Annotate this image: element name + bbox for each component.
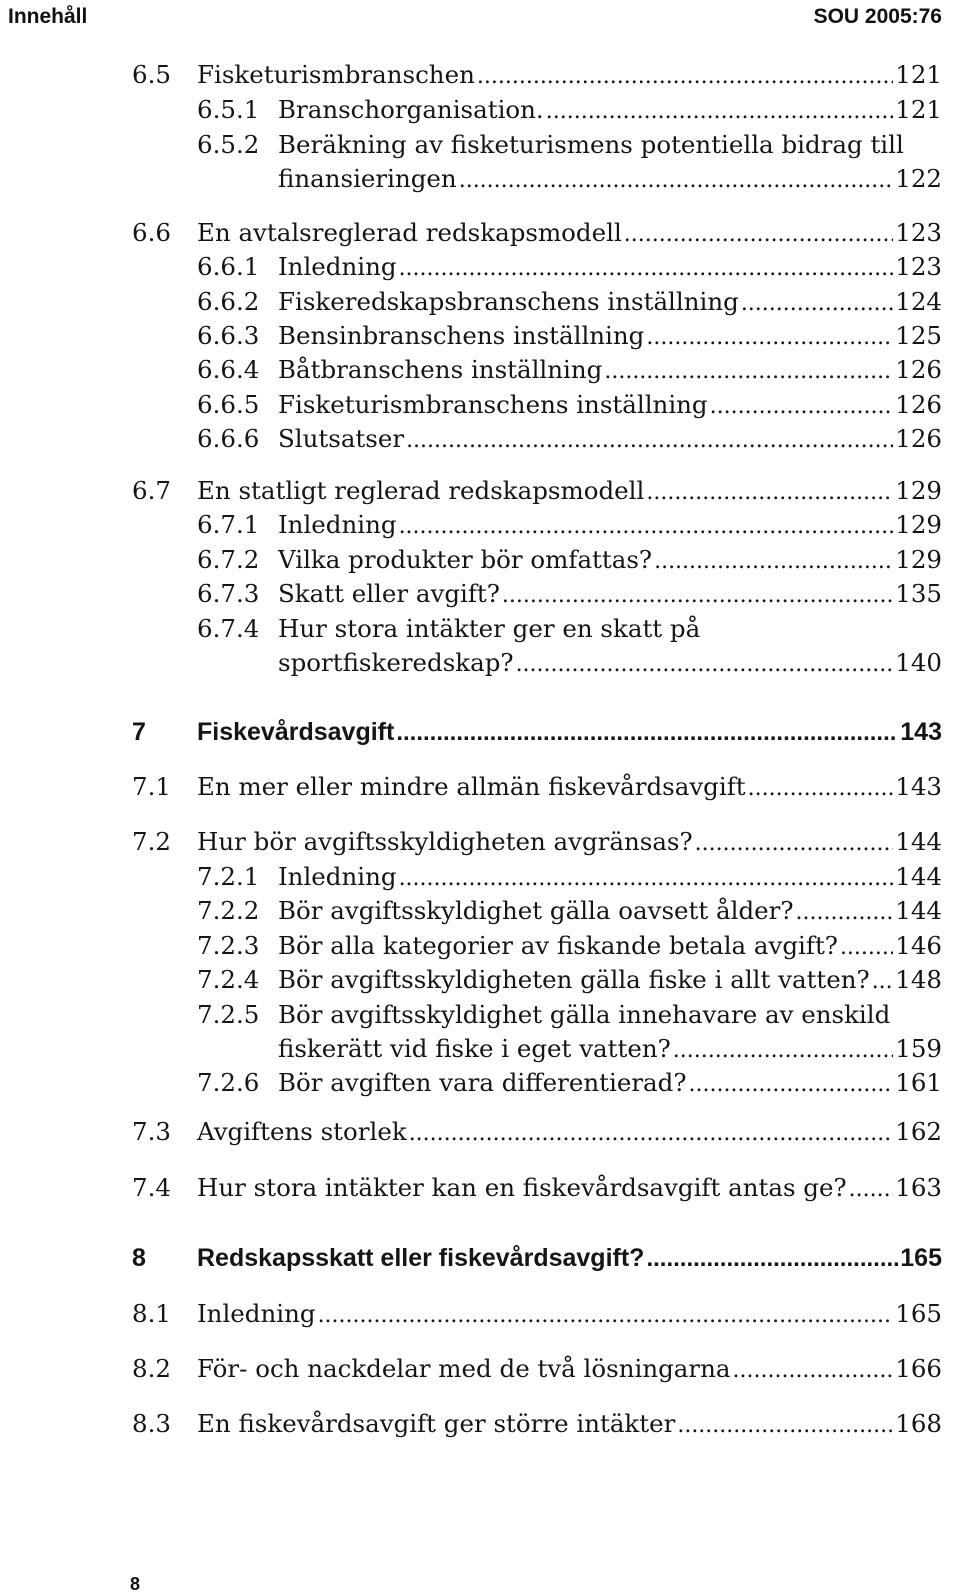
toc-entry-title: En avtalsreglerad redskapsmodell bbox=[197, 218, 622, 247]
toc-entry-page: 129 bbox=[895, 545, 942, 574]
toc-entry-page: 129 bbox=[895, 476, 942, 505]
toc-entry-title: Båtbranschens inställning bbox=[278, 355, 603, 384]
toc-entry-number: 7.2.1 bbox=[197, 862, 260, 891]
toc-entry-number: 6.7.4 bbox=[197, 614, 260, 643]
dot-leader bbox=[840, 931, 893, 965]
toc-entry-title: Avgiftens storlek bbox=[197, 1117, 407, 1146]
toc-entry[interactable] bbox=[0, 58, 960, 92]
toc-entry-line bbox=[278, 963, 942, 997]
toc-entry-number: 6.6.2 bbox=[197, 287, 260, 316]
toc-entry-title: Bensinbranschens inställning bbox=[278, 321, 645, 350]
toc-entry-number: 8.1 bbox=[132, 1299, 171, 1328]
toc-entry-title: Inledning bbox=[278, 252, 397, 281]
dot-leader bbox=[318, 1299, 894, 1333]
toc-entry[interactable] bbox=[0, 1352, 960, 1386]
running-header-report-id: SOU 2005:76 bbox=[813, 5, 942, 28]
toc-entry-title-continued: finansieringen bbox=[278, 164, 457, 193]
dot-leader bbox=[677, 1409, 893, 1443]
toc-entry-title: En mer eller mindre allmän fiskevårdsavgift bbox=[197, 772, 746, 801]
toc-entry-page: 168 bbox=[895, 1409, 942, 1438]
toc-entry[interactable] bbox=[0, 963, 960, 997]
toc-entry-page: 121 bbox=[895, 95, 942, 124]
toc-entry-number: 6.5.1 bbox=[197, 95, 260, 124]
toc-entry-number: 7.2.3 bbox=[197, 931, 260, 960]
toc-entry[interactable] bbox=[0, 508, 960, 542]
dot-leader bbox=[516, 648, 894, 682]
toc-entry[interactable] bbox=[0, 929, 960, 963]
toc-entry-title: Fisketurismbranschen bbox=[197, 60, 475, 89]
toc-entry[interactable] bbox=[0, 474, 960, 508]
toc-entry-number: 6.6.5 bbox=[197, 390, 260, 419]
dot-leader bbox=[689, 1068, 894, 1102]
dot-leader bbox=[673, 1034, 893, 1068]
toc-entry-continuation[interactable] bbox=[0, 162, 960, 196]
dot-leader bbox=[872, 965, 894, 999]
dot-leader bbox=[546, 95, 894, 129]
toc-entry-page: 123 bbox=[895, 252, 942, 281]
toc-entry[interactable] bbox=[0, 577, 960, 611]
dot-leader bbox=[399, 862, 894, 896]
toc-entry[interactable] bbox=[0, 285, 960, 319]
toc-entry-page: 166 bbox=[895, 1354, 942, 1383]
dot-leader bbox=[646, 1242, 898, 1276]
toc-entry-title: Fiskeredskapsbranschens inställning bbox=[278, 287, 739, 316]
toc-entry[interactable] bbox=[0, 422, 960, 456]
toc-entry[interactable] bbox=[0, 860, 960, 894]
toc-entry-line bbox=[197, 1115, 942, 1149]
toc-entry-number: 7.2.5 bbox=[197, 1000, 260, 1029]
toc-entry-page: 163 bbox=[895, 1173, 942, 1202]
toc-entry[interactable] bbox=[0, 319, 960, 353]
toc-entry-page: 143 bbox=[900, 718, 942, 746]
toc-entry-line bbox=[278, 422, 942, 456]
toc-entry-page: 143 bbox=[895, 772, 942, 801]
dot-leader bbox=[710, 390, 894, 424]
toc-entry-line bbox=[197, 216, 942, 250]
toc-entry-title: Beräkning av fisketurismens potentiella bidrag till bbox=[278, 130, 904, 159]
toc-entry-number: 8 bbox=[132, 1244, 146, 1272]
toc-entry-number: 7.3 bbox=[132, 1117, 171, 1146]
toc-entry-line bbox=[197, 1171, 942, 1205]
toc-entry-number: 7.2.4 bbox=[197, 965, 260, 994]
toc-entry-title: Inledning bbox=[197, 1299, 316, 1328]
toc-entry-title: Bör avgiftsskyldighet gälla innehavare av enskild bbox=[278, 1000, 891, 1029]
toc-entry-line bbox=[197, 715, 942, 749]
dot-leader bbox=[502, 579, 893, 613]
toc-entry-title: Bör avgiften vara differentierad? bbox=[278, 1068, 687, 1097]
dot-leader bbox=[396, 716, 898, 750]
toc-entry-line bbox=[278, 929, 942, 963]
toc-entry[interactable] bbox=[0, 128, 960, 162]
toc-entry-line bbox=[278, 353, 942, 387]
toc-entry-line bbox=[197, 1241, 942, 1275]
toc-entry-line bbox=[197, 1297, 942, 1331]
toc-entry-number: 7.1 bbox=[132, 772, 171, 801]
toc-entry-number: 6.7.3 bbox=[197, 579, 260, 608]
toc-entry-line bbox=[197, 825, 942, 859]
toc-entry-title-continued: sportfiskeredskap? bbox=[278, 648, 514, 677]
toc-entry-number: 6.7.2 bbox=[197, 545, 260, 574]
toc-entry-page: 122 bbox=[895, 164, 942, 193]
toc-entry[interactable] bbox=[0, 388, 960, 422]
toc-entry-line bbox=[278, 285, 942, 319]
toc-entry-title: Bör avgiftsskyldighet gälla oavsett ålder? bbox=[278, 896, 794, 925]
toc-entry-title: Fiskevårdsavgift bbox=[197, 718, 395, 746]
toc-entry-line bbox=[197, 1352, 942, 1386]
toc-entry-title: Vilka produkter bör omfattas? bbox=[278, 545, 653, 574]
toc-entry[interactable] bbox=[0, 216, 960, 250]
dot-leader bbox=[646, 321, 893, 355]
toc-entry-line bbox=[278, 1032, 942, 1066]
toc-entry-line bbox=[278, 860, 942, 894]
toc-entry-page: 125 bbox=[895, 321, 942, 350]
toc-entry-title: En statligt reglerad redskapsmodell bbox=[197, 476, 645, 505]
dot-leader bbox=[406, 424, 893, 458]
toc-entry-line bbox=[278, 162, 942, 196]
dot-leader bbox=[695, 827, 894, 861]
toc-entry-number: 6.7 bbox=[132, 476, 171, 505]
toc-entry-page: 148 bbox=[895, 965, 942, 994]
toc-entry-number: 7.2 bbox=[132, 827, 171, 856]
toc-entry-page: 123 bbox=[895, 218, 942, 247]
toc-entry-page: 126 bbox=[895, 390, 942, 419]
toc-entry-line bbox=[278, 577, 942, 611]
toc-entry-page: 129 bbox=[895, 510, 942, 539]
toc-entry-number: 6.5 bbox=[132, 60, 171, 89]
toc-entry-title: Bör alla kategorier av fiskande betala avgift? bbox=[278, 931, 838, 960]
toc-entry-page: 126 bbox=[895, 355, 942, 384]
toc-entry-number: 6.6.4 bbox=[197, 355, 260, 384]
toc-entry-page: 159 bbox=[895, 1034, 942, 1063]
toc-entry[interactable] bbox=[0, 770, 960, 804]
toc-entry-page: 135 bbox=[895, 579, 942, 608]
toc-entry-title: För- och nackdelar med de två lösningarna bbox=[197, 1354, 731, 1383]
toc-entry-page: 144 bbox=[895, 862, 942, 891]
toc-entry[interactable] bbox=[0, 894, 960, 928]
toc-entry-line bbox=[278, 543, 942, 577]
toc-entry-page: 162 bbox=[895, 1117, 942, 1146]
toc-entry-line bbox=[197, 770, 942, 804]
toc-entry-number: 6.6 bbox=[132, 218, 171, 247]
toc-entry-number: 6.7.1 bbox=[197, 510, 260, 539]
toc-entry-number: 8.2 bbox=[132, 1354, 171, 1383]
dot-leader bbox=[849, 1173, 894, 1207]
toc-entry[interactable] bbox=[0, 715, 960, 749]
toc-entry[interactable] bbox=[0, 998, 960, 1032]
toc-entry-title-continued: fiskerätt vid fiske i eget vatten? bbox=[278, 1034, 671, 1063]
toc-entry-page: 165 bbox=[900, 1244, 942, 1272]
toc-entry-line bbox=[278, 1066, 942, 1100]
toc-entry[interactable] bbox=[0, 353, 960, 387]
toc-entry-page: 146 bbox=[895, 931, 942, 960]
toc-entry-number: 8.3 bbox=[132, 1409, 171, 1438]
toc-entry-line bbox=[278, 508, 942, 542]
dot-leader bbox=[646, 476, 893, 510]
toc-entry-line bbox=[278, 894, 942, 928]
dot-leader bbox=[796, 896, 894, 930]
dot-leader bbox=[733, 1354, 894, 1388]
toc-entry-number: 6.6.1 bbox=[197, 252, 260, 281]
dot-leader bbox=[477, 60, 893, 94]
dot-leader bbox=[399, 510, 894, 544]
toc-entry-title: Hur stora intäkter kan en fiskevårdsavgift antas ge? bbox=[197, 1173, 847, 1202]
toc-entry[interactable] bbox=[0, 543, 960, 577]
toc-entry-continuation[interactable] bbox=[0, 1032, 960, 1066]
toc-entry-line bbox=[278, 93, 942, 127]
toc-entry-number: 6.6.6 bbox=[197, 424, 260, 453]
dot-leader bbox=[748, 772, 894, 806]
dot-leader bbox=[399, 252, 894, 286]
toc-entry-page: 161 bbox=[895, 1068, 942, 1097]
toc-entry-line bbox=[278, 250, 942, 284]
toc-entry-number: 7.2.6 bbox=[197, 1068, 260, 1097]
toc-entry-title: Inledning bbox=[278, 510, 397, 539]
toc-entry-page: 140 bbox=[895, 648, 942, 677]
toc-entry[interactable] bbox=[0, 93, 960, 127]
toc-entry-title: Hur bör avgiftsskyldigheten avgränsas? bbox=[197, 827, 693, 856]
toc-entry-line bbox=[197, 474, 942, 508]
dot-leader bbox=[624, 218, 893, 252]
toc-entry-title: Slutsatser bbox=[278, 424, 405, 453]
toc-entry[interactable] bbox=[0, 612, 960, 646]
toc-entry-title: Bör avgiftsskyldigheten gälla fiske i allt vatten? bbox=[278, 965, 870, 994]
toc-entry-page: 144 bbox=[895, 827, 942, 856]
toc-entry-line bbox=[197, 1407, 942, 1441]
toc-entry-title: Inledning bbox=[278, 862, 397, 891]
toc-entry-number: 7.2.2 bbox=[197, 896, 260, 925]
toc-entry-title: En fiskevårdsavgift ger större intäkter bbox=[197, 1409, 676, 1438]
toc-entry-number: 7 bbox=[132, 718, 146, 746]
toc-entry[interactable] bbox=[0, 1066, 960, 1100]
toc-entry[interactable] bbox=[0, 1171, 960, 1205]
toc-entry-number: 7.4 bbox=[132, 1173, 171, 1202]
toc-entry-title: Skatt eller avgift? bbox=[278, 579, 500, 608]
toc-entry-number: 6.6.3 bbox=[197, 321, 260, 350]
toc-entry[interactable] bbox=[0, 1407, 960, 1441]
toc-entry-line bbox=[278, 388, 942, 422]
toc-entry-line bbox=[197, 58, 942, 92]
toc-entry-number: 6.5.2 bbox=[197, 130, 260, 159]
toc-entry[interactable] bbox=[0, 825, 960, 859]
toc-entry-page: 144 bbox=[895, 896, 942, 925]
toc-entry[interactable] bbox=[0, 1241, 960, 1275]
toc-entry-page: 126 bbox=[895, 424, 942, 453]
toc-entry-title: Fisketurismbranschens inställning bbox=[278, 390, 708, 419]
running-header-section: Innehåll bbox=[8, 5, 88, 28]
toc-entry[interactable] bbox=[0, 250, 960, 284]
dot-leader bbox=[741, 287, 893, 321]
dot-leader bbox=[409, 1117, 894, 1151]
toc-entry-title: Redskapsskatt eller fiskevårdsavgift? bbox=[197, 1244, 645, 1272]
toc-entry-line bbox=[278, 319, 942, 353]
page-number: 8 bbox=[130, 1574, 141, 1594]
dot-leader bbox=[459, 164, 894, 198]
toc-entry-title: Branschorganisation. bbox=[278, 95, 544, 124]
toc-entry[interactable] bbox=[0, 1297, 960, 1331]
dot-leader bbox=[604, 355, 893, 389]
toc-entry-page: 121 bbox=[895, 60, 942, 89]
dot-leader bbox=[654, 545, 893, 579]
toc-entry-continuation[interactable] bbox=[0, 646, 960, 680]
toc-entry-page: 165 bbox=[895, 1299, 942, 1328]
toc-entry[interactable] bbox=[0, 1115, 960, 1149]
toc-entry-title: Hur stora intäkter ger en skatt på bbox=[278, 614, 701, 643]
toc-entry-page: 124 bbox=[895, 287, 942, 316]
toc-entry-line bbox=[278, 646, 942, 680]
